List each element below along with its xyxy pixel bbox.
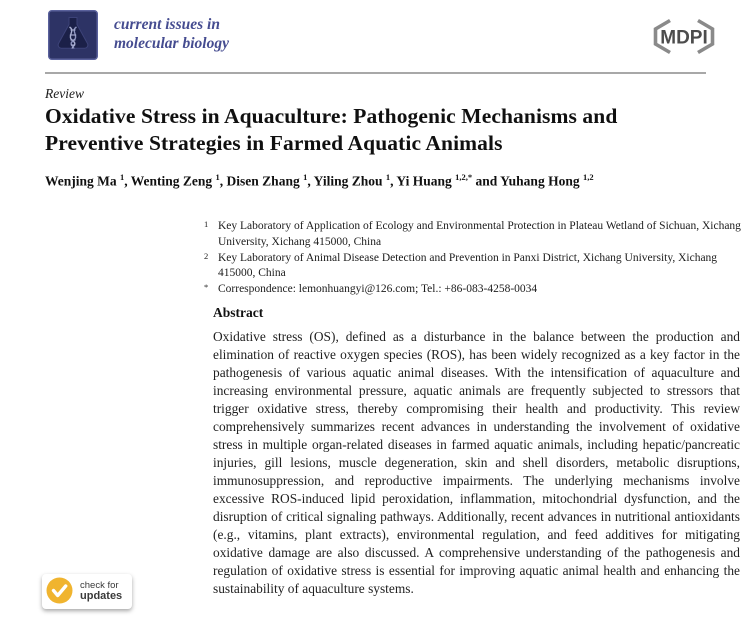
mdpi-logo <box>648 17 720 57</box>
check-for-updates-label <box>80 580 122 602</box>
affiliations <box>204 219 746 298</box>
badge-line1: check for <box>80 579 119 591</box>
journal-name-line1: current issues in <box>114 16 220 33</box>
mdpi-wordmark: MDPI <box>660 27 708 49</box>
affiliation-row: 1 Key Laboratory of Application of Ecology and Environmental Protection in Plateau Wetland of Sichuan, Xichang University, Xichang 415000, China <box>204 219 741 248</box>
header-divider <box>45 72 706 74</box>
journal-name-line2: molecular biology <box>114 35 229 52</box>
affiliation-row: 2 Key Laboratory of Animal Disease Detection and Prevention in Panxi District, Xichang University, Xichang 415000, China <box>204 250 718 280</box>
journal-name <box>114 15 229 53</box>
abstract-text: Oxidative stress (OS), defined as a disturbance in the balance between the production and elimination of reactive oxygen species (ROS), has been widely recognized as a key factor in the pathogenesis of various aquatic animal diseases. With the intensification of aquaculture and increasing environmental pressure, aquatic animals are frequently subjected to stressors that trigger oxidative stress, thereby compromising their health and productivity. This review comprehensively summarizes recent advances in understanding the involvement of oxidative stress in multiple organ-related diseases in farmed aquatic animals, including hepatic/pancreatic injuries, gill lesions, muscle degeneration, skin and shell disorders, metabolic disruptions, immunosuppression, and reproductive impairments. The underlying mechanisms involve excessive ROS-induced lipid peroxidation, inflammation, mitochondrial dysfunction, and the disruption of critical signaling pathways. Additionally, recent advances in nutritional antioxidants (e.g., vitamins, plant extracts), environmental regulation, and feed additives for mitigating oxidative damage are also discussed. A comprehensive understanding of the pathogenesis and regulation of oxidative stress is essential for improving aquatic animal health and enhancing the sustainability of aquaculture systems. <box>213 329 740 596</box>
mdpi-brackets-icon <box>648 17 720 57</box>
article-title: Oxidative Stress in Aquaculture: Pathogenic Mechanisms and Preventive Strategies in Farmed Aquatic Animals <box>45 104 618 155</box>
check-circle-icon <box>46 577 73 604</box>
affiliation-row: * Correspondence: lemonhuangyi@126.com; Tel.: +86-083-4258-0034 <box>204 282 538 296</box>
badge-line2: updates <box>80 589 123 602</box>
abstract-heading: Abstract <box>213 305 264 320</box>
article-type-label: Review <box>45 86 84 101</box>
dna-flask-icon <box>48 10 98 60</box>
journal-logo <box>48 10 98 60</box>
check-for-updates-badge[interactable] <box>42 574 132 609</box>
authors-line: Wenjing Ma $^1$, Wenting Zeng $^1$, Disen Zhang $^1$, Yiling Zhou $^1$, Yi Huang $^{1,2,*}$ and Yuhang Hong $^{1,2}$ <box>45 172 594 189</box>
